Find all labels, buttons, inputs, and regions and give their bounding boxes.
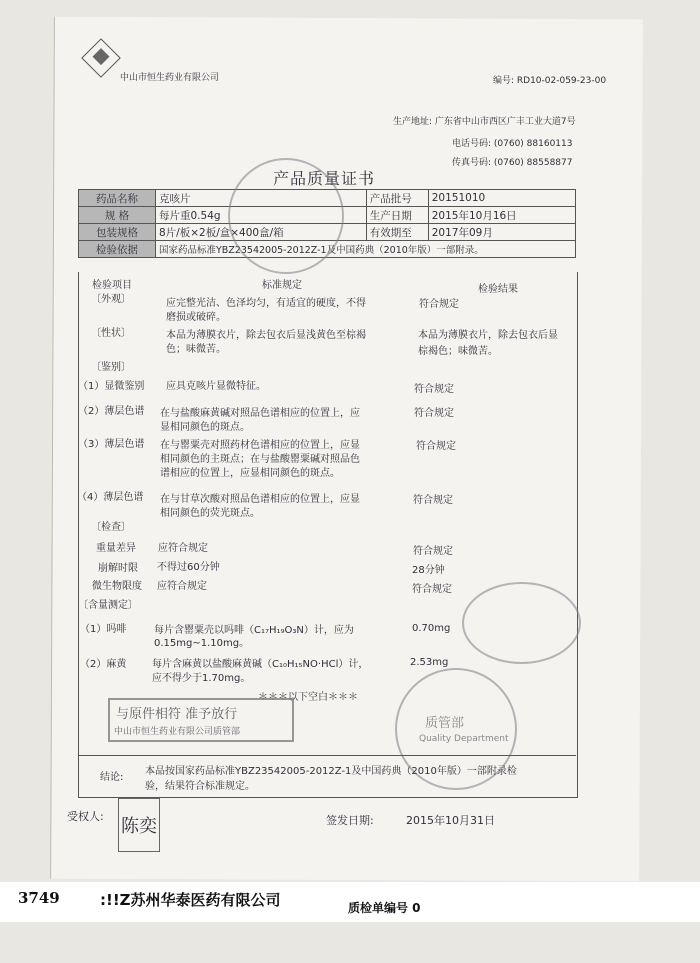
document-number: 编号: RD10-02-059-23-00 [493,76,607,86]
column-result-header: 检验结果 [478,284,518,295]
weight-label: 重量差异 [96,543,136,554]
issue-date-value: 2015年10月31日 [406,814,495,827]
conclusion-divider [78,755,576,756]
qc-department-text: 质管部 [425,716,465,731]
package-label: 包装规格 [79,224,156,241]
production-date-label: 生产日期 [366,207,428,224]
microbial-standard: 应符合规定 [157,581,207,592]
column-standard-header: 标准规定 [262,280,302,291]
fax-number: 传真号码: (0760) 88558877 [452,158,573,168]
disintegration-label: 崩解时限 [98,563,138,574]
batch-value: 20151010 [428,190,575,207]
basis-value: 国家药品标准YBZ23542005-2012Z-1及中国药典（2010年版）一部附录。 [156,241,576,258]
authorized-label: 受权人: [67,810,104,823]
qc-department-en: Quality Department [419,734,509,744]
conclusion-label: 结论: [100,772,124,783]
check-label: 〔检查〕 [91,522,131,533]
footer-form-number: 质检单编号 0 [348,901,421,915]
character-result-line2: 棕褐色；味微苦。 [418,346,498,357]
blank-below-note: ＊＊＊以下空白＊＊＊ [258,692,358,703]
appearance-label: 〔外观〕 [91,294,131,305]
disintegration-result: 28分钟 [412,565,445,576]
ident4-label: （4）薄层色谱 [77,492,144,503]
ident4-standard-line2: 相同颜色的荧光斑点。 [160,508,260,519]
issue-date-label: 签发日期: [326,814,374,827]
character-standard-line2: 色；味微苦。 [166,344,226,355]
assay1-standard-line2: 0.15mg~1.10mg。 [154,638,250,649]
document-title: 产品质量证书 [273,169,376,188]
assay2-standard-line2: 应不得少于1.70mg。 [152,673,251,684]
expiry-value: 2017年09月 [428,224,575,241]
phone-number: 电话号码: (0760) 88160113 [452,139,573,149]
character-label: 〔性状〕 [91,328,131,339]
assay-label: 〔含量测定〕 [78,600,138,611]
batch-label: 产品批号 [366,190,428,207]
ident3-result: 符合规定 [416,441,456,452]
ident2-result: 符合规定 [414,408,454,419]
ident1-label: （1）显微鉴别 [78,381,145,392]
appearance-result: 符合规定 [419,299,459,310]
spec-value: 每片重0.54g [156,207,367,224]
conclusion-text-line2: 验，结果符合标准规定。 [145,781,255,792]
ident2-standard-line1: 在与盐酸麻黄碱对照品色谱相应的位置上，应 [160,408,360,419]
signature-stamp [118,798,160,852]
disintegration-standard: 不得过60分钟 [157,562,220,573]
character-result-line1: 本品为薄膜衣片，除去包衣后显 [418,330,558,341]
microbial-label: 微生物限度 [92,581,142,592]
assay1-label: （1）吗啡 [80,624,127,635]
footer-number: 3749 [18,889,60,907]
product-name-label: 药品名称 [79,190,156,207]
ident1-standard: 应具克咳片显微特征。 [166,381,266,392]
company-name: 中山市恒生药业有限公司 [120,73,220,83]
appearance-standard-line2: 磨损或破碎。 [166,312,226,323]
ident3-label: （3）薄层色谱 [78,439,145,450]
official-seal-stamp [228,158,344,274]
microbial-result: 符合规定 [412,584,452,595]
ident1-result: 符合规定 [414,384,454,395]
signer-name: 陈奕 [121,816,157,837]
ident4-result: 符合规定 [413,495,453,506]
inspection-seal-stamp [462,582,581,664]
copy-release-line1: 与原件相符 准予放行 [116,707,238,722]
production-date-value: 2015年10月16日 [428,207,575,224]
ident3-standard-line3: 谱相应的位置上，应显相同颜色的斑点。 [160,468,340,479]
spec-label: 规 格 [79,207,156,224]
product-name-value: 克咳片 [156,190,367,207]
weight-standard: 应符合规定 [158,543,208,554]
column-item-header: 检验项目 [92,280,132,291]
identification-label: 〔鉴别〕 [91,362,131,373]
copy-release-line2: 中山市恒生药业有限公司质管部 [114,727,241,737]
production-address: 生产地址: 广东省中山市西区广丰工业大道7号 [393,117,576,127]
assay2-standard-line1: 每片含麻黄以盐酸麻黄碱（C₁₀H₁₅NO·HCl）计， [152,659,369,670]
assay2-result: 2.53mg [410,657,449,668]
weight-result: 符合规定 [413,546,453,557]
assay1-result: 0.70mg [412,623,451,634]
assay2-label: （2）麻黄 [80,659,127,670]
expiry-label: 有效期至 [366,224,428,241]
conclusion-text-line1: 本品按国家药品标准YBZ23542005-2012Z-1及中国药典（2010年版）一部附录检 [145,766,517,777]
basis-label: 检验依据 [79,241,156,258]
character-standard-line1: 本品为薄膜衣片，除去包衣后显浅黄色至棕褐 [166,330,366,341]
ident2-standard-line2: 显相同颜色的斑点。 [160,422,250,433]
appearance-standard-line1: 应完整光洁、色泽均匀，有适宜的硬度，不得 [166,298,366,309]
package-value: 8片/板×2板/盒×400盒/箱 [156,224,367,241]
ident2-label: （2）薄层色谱 [78,406,145,417]
ident4-standard-line1: 在与甘草次酸对照品色谱相应的位置上，应显 [160,494,360,505]
ident3-standard-line1: 在与罂粟壳对照药材色谱相应的位置上，应显 [160,440,360,451]
ident3-standard-line2: 相同颜色的主斑点；在与盐酸罂粟碱对照品色 [160,454,360,465]
footer-company: :!!Z苏州华泰医药有限公司 [100,891,281,909]
copy-release-stamp [108,698,294,742]
assay1-standard-line1: 每片含罂粟壳以吗啡（C₁₇H₁₉O₃N）计，应为 [154,625,354,636]
